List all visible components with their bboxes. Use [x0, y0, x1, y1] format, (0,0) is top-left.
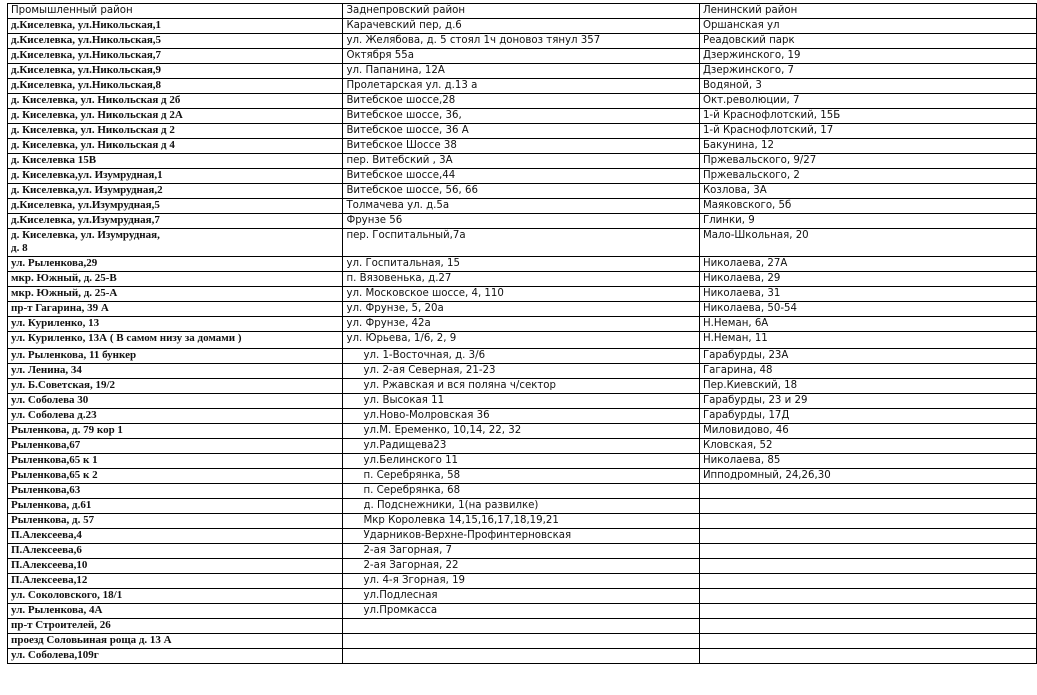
cell-zadneprovsky: Витебское шоссе,44 — [343, 169, 700, 184]
cell-leninsky: Водяной, 3 — [699, 79, 1036, 94]
cell-industrial — [8, 199, 343, 214]
table-row — [8, 499, 1037, 514]
cell-leninsky: Николаева, 50-54 — [699, 302, 1036, 317]
cell-leninsky: Кловская, 52 — [699, 439, 1036, 454]
cell-zadneprovsky: Витебское шоссе, 36 А — [343, 124, 700, 139]
cell-leninsky: Пер.Киевский, 18 — [699, 379, 1036, 394]
cell-leninsky: Окт.революции, 7 — [699, 94, 1036, 109]
address-table — [7, 3, 1037, 664]
cell-text: Рыленкова,63 — [11, 484, 81, 496]
cell-text: ул. Соболева д.23 — [11, 409, 97, 421]
table-row — [8, 574, 1037, 589]
cell-zadneprovsky: Ударников-Верхне-Профинтерновская — [343, 529, 700, 544]
cell-industrial — [8, 499, 343, 514]
cell-leninsky — [699, 484, 1036, 499]
cell-industrial — [8, 439, 343, 454]
cell-text-line2: д. 8 — [11, 242, 28, 254]
cell-text: ул. Куриленко, 13 — [11, 317, 100, 329]
cell-zadneprovsky: ул.Ново-Молровская 36 — [343, 409, 700, 424]
cell-industrial — [8, 169, 343, 184]
cell-zadneprovsky: ул. Госпитальная, 15 — [343, 257, 700, 272]
cell-leninsky: Гарабурды, 23А — [699, 349, 1036, 364]
address-table-body — [8, 4, 1037, 664]
table-row — [8, 272, 1037, 287]
cell-text: д.Киселевка, ул.Изумрудная,7 — [11, 214, 160, 226]
cell-industrial — [8, 364, 343, 379]
cell-leninsky — [699, 649, 1036, 664]
table-row — [8, 139, 1037, 154]
table-row — [8, 469, 1037, 484]
cell-industrial — [8, 287, 343, 302]
table-row — [8, 124, 1037, 139]
table-row — [8, 94, 1037, 109]
table-row — [8, 409, 1037, 424]
cell-leninsky: Оршанская ул — [699, 19, 1036, 34]
cell-zadneprovsky: п. Вязовенька, д.27 — [343, 272, 700, 287]
cell-leninsky: Мало-Школьная, 20 — [699, 229, 1036, 257]
cell-industrial — [8, 379, 343, 394]
cell-zadneprovsky: Фрунзе 56 — [343, 214, 700, 229]
cell-text: ул. Ленина, 34 — [11, 364, 82, 376]
table-row — [8, 394, 1037, 409]
cell-text: д.Киселевка, ул.Изумрудная,5 — [11, 199, 160, 211]
header-leninsky: Ленинский район — [699, 4, 1036, 19]
cell-text: д.Киселевка, ул.Никольская,1 — [11, 19, 162, 31]
cell-industrial — [8, 394, 343, 409]
cell-text: д.Киселевка, ул.Никольская,7 — [11, 49, 162, 61]
cell-zadneprovsky: Толмачева ул. д.5а — [343, 199, 700, 214]
header-industrial: Промышленный район — [8, 4, 343, 19]
cell-zadneprovsky: ул.Радищева23 — [343, 439, 700, 454]
cell-leninsky — [699, 619, 1036, 634]
cell-zadneprovsky: ул. Фрунзе, 42а — [343, 317, 700, 332]
cell-zadneprovsky: ул. 2-ая Северная, 21-23 — [343, 364, 700, 379]
cell-zadneprovsky: пер. Госпитальный,7а — [343, 229, 700, 257]
cell-industrial — [8, 589, 343, 604]
cell-text: П.Алексеева,12 — [11, 574, 88, 586]
table-row — [8, 589, 1037, 604]
cell-text: Рыленкова,67 — [11, 439, 81, 451]
cell-text: П.Алексеева,4 — [11, 529, 82, 541]
table-row — [8, 514, 1037, 529]
cell-leninsky: 1-й Краснофлотский, 15Б — [699, 109, 1036, 124]
cell-zadneprovsky: ул. Желябова, д. 5 стоял 1ч доновоз тянул 357 — [343, 34, 700, 49]
cell-zadneprovsky: ул. Ржавская и вся поляна ч/сектор — [343, 379, 700, 394]
cell-leninsky — [699, 589, 1036, 604]
cell-zadneprovsky: д. Подснежники, 1(на развилке) — [343, 499, 700, 514]
cell-industrial — [8, 454, 343, 469]
table-row — [8, 454, 1037, 469]
table-row — [8, 257, 1037, 272]
cell-leninsky: Гарабурды, 23 и 29 — [699, 394, 1036, 409]
cell-leninsky: Николаева, 27А — [699, 257, 1036, 272]
cell-industrial — [8, 214, 343, 229]
cell-industrial — [8, 349, 343, 364]
table-row — [8, 109, 1037, 124]
cell-industrial — [8, 649, 343, 664]
table-row — [8, 379, 1037, 394]
cell-zadneprovsky: ул. Фрунзе, 5, 20а — [343, 302, 700, 317]
cell-text: д. Киселевка, ул. Никольская д 2 — [11, 124, 175, 136]
cell-industrial — [8, 409, 343, 424]
cell-zadneprovsky — [343, 619, 700, 634]
table-row — [8, 49, 1037, 64]
table-row — [8, 214, 1037, 229]
cell-leninsky: Пржевальского, 9/27 — [699, 154, 1036, 169]
cell-zadneprovsky: 2-ая Загорная, 7 — [343, 544, 700, 559]
cell-text: д. Киселевка 15В — [11, 154, 97, 166]
cell-zadneprovsky: ул.Промкасса — [343, 604, 700, 619]
cell-text: д.Киселевка, ул.Никольская,5 — [11, 34, 162, 46]
cell-leninsky: Козлова, 3А — [699, 184, 1036, 199]
cell-zadneprovsky: ул. Юрьева, 1/6, 2, 9 — [343, 332, 700, 349]
cell-industrial — [8, 272, 343, 287]
cell-text: д. Киселевка,ул. Изумрудная,1 — [11, 169, 163, 181]
cell-zadneprovsky: п. Серебрянка, 58 — [343, 469, 700, 484]
cell-leninsky: Н.Неман, 6А — [699, 317, 1036, 332]
cell-industrial — [8, 317, 343, 332]
cell-leninsky: Пржевальского, 2 — [699, 169, 1036, 184]
table-row — [8, 154, 1037, 169]
cell-text: мкр. Южный, д. 25-А — [11, 287, 118, 299]
cell-zadneprovsky: ул. Папанина, 12А — [343, 64, 700, 79]
table-row — [8, 364, 1037, 379]
cell-leninsky: Гагарина, 48 — [699, 364, 1036, 379]
cell-text: П.Алексеева,6 — [11, 544, 82, 556]
cell-leninsky: Маяковского, 5б — [699, 199, 1036, 214]
cell-leninsky: Николаева, 29 — [699, 272, 1036, 287]
cell-zadneprovsky: Карачевский пер, д.6 — [343, 19, 700, 34]
cell-text: ул. Рыленкова,29 — [11, 257, 98, 269]
cell-text: ул. Рыленкова, 11 бункер — [11, 349, 137, 361]
cell-leninsky — [699, 544, 1036, 559]
cell-zadneprovsky: Витебское Шоссе 38 — [343, 139, 700, 154]
cell-text: д. Киселевка, ул. Никольская д 4 — [11, 139, 175, 151]
table-row — [8, 317, 1037, 332]
cell-leninsky — [699, 604, 1036, 619]
cell-leninsky: Реадовский парк — [699, 34, 1036, 49]
cell-industrial — [8, 64, 343, 79]
cell-text: ул. Б.Советская, 19/2 — [11, 379, 116, 391]
cell-zadneprovsky: 2-ая Загорная, 22 — [343, 559, 700, 574]
table-row — [8, 332, 1037, 349]
table-row — [8, 424, 1037, 439]
table-row — [8, 34, 1037, 49]
cell-industrial — [8, 229, 343, 257]
table-row — [8, 484, 1037, 499]
cell-industrial — [8, 544, 343, 559]
cell-zadneprovsky — [343, 634, 700, 649]
cell-industrial — [8, 484, 343, 499]
cell-leninsky: Н.Неман, 11 — [699, 332, 1036, 349]
cell-zadneprovsky: ул. Московское шоссе, 4, 110 — [343, 287, 700, 302]
cell-leninsky: Гарабурды, 17Д — [699, 409, 1036, 424]
cell-text: пр-т Строителей, 26 — [11, 619, 111, 631]
cell-text: д.Киселевка, ул.Никольская,8 — [11, 79, 162, 91]
table-row — [8, 559, 1037, 574]
cell-text: ул. Соколовского, 18/1 — [11, 589, 123, 601]
table-row — [8, 604, 1037, 619]
cell-industrial — [8, 139, 343, 154]
cell-leninsky — [699, 634, 1036, 649]
cell-leninsky: Дзержинского, 19 — [699, 49, 1036, 64]
cell-industrial — [8, 154, 343, 169]
table-row — [8, 619, 1037, 634]
cell-zadneprovsky: Витебское шоссе, 36, — [343, 109, 700, 124]
cell-text: д. Киселевка, ул. Никольская д 2А — [11, 109, 183, 121]
cell-zadneprovsky: ул. 4-я Згорная, 19 — [343, 574, 700, 589]
cell-zadneprovsky: пер. Витебский , 3А — [343, 154, 700, 169]
cell-industrial — [8, 634, 343, 649]
table-row — [8, 79, 1037, 94]
cell-text: ул. Куриленко, 13А ( В самом низу за домами ) — [11, 332, 242, 344]
cell-zadneprovsky: ул. 1-Восточная, д. 3/6 — [343, 349, 700, 364]
table-row — [8, 349, 1037, 364]
cell-leninsky: 1-й Краснофлотский, 17 — [699, 124, 1036, 139]
table-row — [8, 64, 1037, 79]
cell-text: проезд Соловьиная роща д. 13 А — [11, 634, 172, 646]
cell-leninsky: Миловидово, 46 — [699, 424, 1036, 439]
cell-zadneprovsky: ул.М. Еременко, 10,14, 22, 32 — [343, 424, 700, 439]
cell-industrial — [8, 619, 343, 634]
cell-text: д. Киселевка,ул. Изумрудная,2 — [11, 184, 163, 196]
cell-leninsky: Глинки, 9 — [699, 214, 1036, 229]
cell-text: Рыленкова, д. 57 — [11, 514, 95, 526]
cell-leninsky: Ипподромный, 24,26,30 — [699, 469, 1036, 484]
cell-industrial — [8, 109, 343, 124]
cell-text: ул. Соболева,109г — [11, 649, 99, 661]
cell-industrial — [8, 49, 343, 64]
cell-zadneprovsky: Витебское шоссе, 56, 66 — [343, 184, 700, 199]
table-row — [8, 649, 1037, 664]
header-row — [8, 4, 1037, 19]
cell-zadneprovsky — [343, 649, 700, 664]
table-row — [8, 529, 1037, 544]
cell-industrial — [8, 529, 343, 544]
cell-industrial — [8, 302, 343, 317]
table-row — [8, 439, 1037, 454]
cell-leninsky: Николаева, 85 — [699, 454, 1036, 469]
cell-text: Рыленкова, д. 79 кор 1 — [11, 424, 123, 436]
cell-leninsky — [699, 514, 1036, 529]
cell-text: Рыленкова, д.61 — [11, 499, 92, 511]
cell-industrial — [8, 559, 343, 574]
cell-industrial — [8, 124, 343, 139]
cell-industrial — [8, 184, 343, 199]
table-row — [8, 169, 1037, 184]
cell-industrial — [8, 19, 343, 34]
cell-industrial — [8, 257, 343, 272]
cell-leninsky: Дзержинского, 7 — [699, 64, 1036, 79]
cell-industrial — [8, 469, 343, 484]
cell-leninsky — [699, 499, 1036, 514]
cell-text: П.Алексеева,10 — [11, 559, 88, 571]
cell-zadneprovsky: ул.Подлесная — [343, 589, 700, 604]
address-table-container — [7, 3, 1037, 664]
cell-text: Рыленкова,65 к 2 — [11, 469, 98, 481]
cell-text: пр-т Гагарина, 39 А — [11, 302, 109, 314]
table-row — [8, 302, 1037, 317]
cell-text: д. Киселевка, ул. Изумрудная, — [11, 229, 160, 241]
cell-zadneprovsky: п. Серебрянка, 68 — [343, 484, 700, 499]
cell-industrial — [8, 332, 343, 349]
cell-zadneprovsky: Витебское шоссе,28 — [343, 94, 700, 109]
table-row — [8, 184, 1037, 199]
table-row — [8, 544, 1037, 559]
cell-zadneprovsky: ул. Высокая 11 — [343, 394, 700, 409]
table-row — [8, 199, 1037, 214]
table-row — [8, 229, 1037, 257]
table-row — [8, 287, 1037, 302]
cell-leninsky: Бакунина, 12 — [699, 139, 1036, 154]
table-row — [8, 19, 1037, 34]
header-zadneprovsky: Заднепровский район — [343, 4, 700, 19]
table-row — [8, 634, 1037, 649]
cell-text: д. Киселевка, ул. Никольская д 2б — [11, 94, 181, 106]
cell-leninsky: Николаева, 31 — [699, 287, 1036, 302]
cell-industrial — [8, 79, 343, 94]
cell-text: мкр. Южный, д. 25-В — [11, 272, 117, 284]
cell-text: ул. Соболева 30 — [11, 394, 89, 406]
cell-leninsky — [699, 574, 1036, 589]
cell-industrial — [8, 604, 343, 619]
cell-industrial — [8, 574, 343, 589]
cell-industrial — [8, 424, 343, 439]
cell-industrial — [8, 94, 343, 109]
cell-text: Рыленкова,65 к 1 — [11, 454, 98, 466]
cell-zadneprovsky: Мкр Королевка 14,15,16,17,18,19,21 — [343, 514, 700, 529]
cell-industrial — [8, 514, 343, 529]
cell-leninsky — [699, 529, 1036, 544]
cell-zadneprovsky: ул.Белинского 11 — [343, 454, 700, 469]
cell-zadneprovsky: Октября 55а — [343, 49, 700, 64]
cell-zadneprovsky: Пролетарская ул. д.13 а — [343, 79, 700, 94]
cell-text: ул. Рыленкова, 4А — [11, 604, 103, 616]
cell-leninsky — [699, 559, 1036, 574]
cell-text: д.Киселевка, ул.Никольская,9 — [11, 64, 162, 76]
cell-industrial — [8, 34, 343, 49]
